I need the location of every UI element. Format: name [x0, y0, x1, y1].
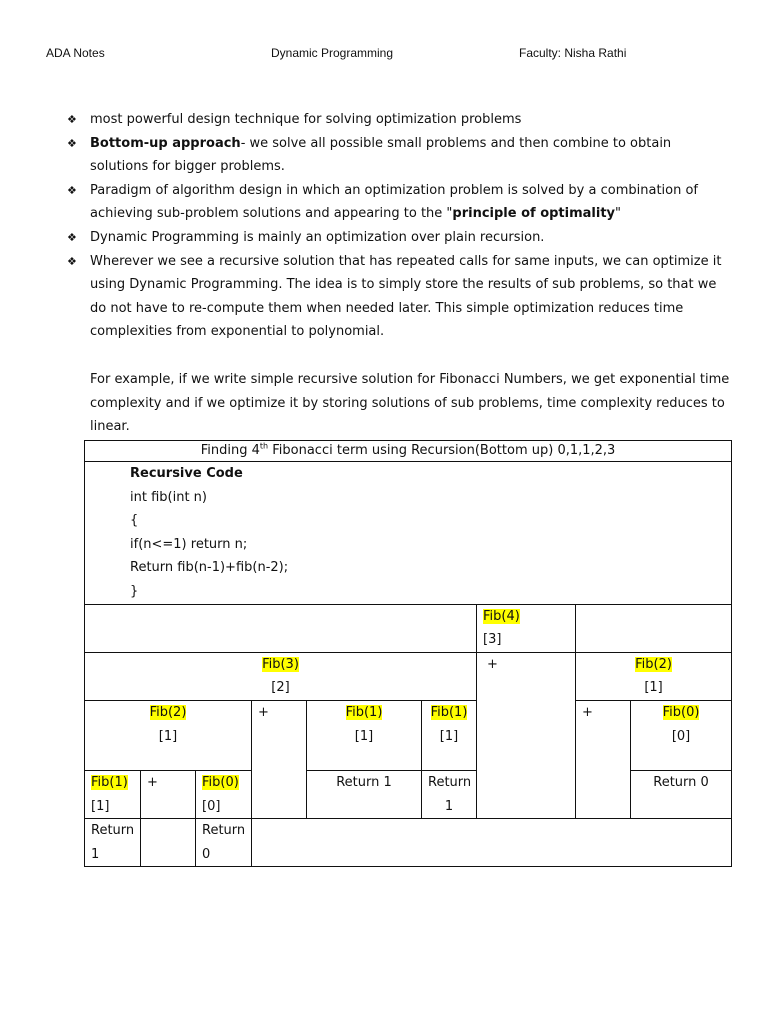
node-fib3 [85, 652, 477, 700]
plus-operator: + [252, 700, 307, 818]
example-paragraph: For example, if we write simple recursive solution for Fibonacci Numbers, we get exponential time complexity and if we optimize it by storing solutions of sub problems, time complexity reduces to linear. [90, 372, 730, 435]
empty-cell [252, 819, 732, 867]
tree-level-4 [85, 770, 732, 818]
return-value: 0 [202, 846, 211, 862]
code-line: { [130, 513, 139, 529]
bullet-text: - we solve all possible small problems and then combine to obtain solutions for bigger problems. [90, 135, 672, 175]
node-value: [1] [439, 728, 459, 744]
table-title-sup: th [259, 441, 269, 451]
bullet-item [66, 179, 726, 226]
code-row [85, 462, 732, 605]
node-label: Fib(3) [262, 656, 299, 672]
node-fib1-mid [307, 700, 422, 770]
header-faculty: Faculty: Nisha Rathi [519, 46, 627, 60]
node-fib4 [477, 604, 576, 652]
node-value: [1] [91, 798, 110, 814]
code-line: } [130, 583, 139, 599]
node-value: [0] [202, 798, 221, 814]
node-value: [1] [644, 680, 663, 696]
node-value: [0] [671, 728, 691, 744]
return-fib1-leaf [85, 819, 141, 867]
code-heading: Recursive Code [130, 466, 243, 481]
empty-cell [141, 819, 196, 867]
node-label: Fib(0) [662, 704, 700, 720]
table-title-row [85, 441, 732, 462]
return-fib1-right: Return 1 [422, 770, 477, 818]
node-label: Fib(1) [91, 774, 128, 790]
tree-level-3 [85, 700, 732, 770]
diamond-bullet-icon: ❖ [67, 183, 77, 197]
plus-operator: + [576, 700, 631, 818]
code-line: int fib(int n) [130, 489, 207, 505]
node-fib0-right [631, 700, 732, 770]
node-fib0-leaf [196, 770, 252, 818]
bullet-text-end: " [615, 206, 622, 222]
node-label: Fib(1) [430, 704, 468, 720]
bullet-text: Paradigm of algorithm design in which an optimization problem is solved by a combination of achieving sub-problem solutions and appearing to the " [90, 182, 699, 222]
node-value: [3] [483, 632, 502, 648]
node-fib1-right [422, 700, 477, 770]
tree-level-2 [85, 652, 732, 700]
table-title-end: Fibonacci term using Recursion(Bottom up) 0,1,1,2,3 [268, 443, 616, 458]
node-label: Fib(0) [202, 774, 239, 790]
table-title-start: Finding 4 [200, 443, 260, 458]
node-value: [2] [271, 680, 290, 696]
node-fib2-right [576, 652, 732, 700]
code-line: if(n<=1) return n; [130, 536, 248, 552]
node-label: Fib(4) [483, 608, 520, 624]
fibonacci-recursion-table [84, 440, 732, 867]
bullet-bold-text: Bottom-up approach [90, 135, 241, 151]
node-label: Fib(2) [149, 704, 187, 720]
bullet-text: most powerful design technique for solving optimization problems [90, 112, 522, 127]
node-fib2-left [85, 700, 252, 770]
return-text: Return [202, 823, 246, 839]
diamond-bullet-icon: ❖ [67, 136, 77, 150]
bullet-item [66, 226, 726, 250]
node-value: [1] [354, 728, 374, 744]
plus-operator: + [477, 652, 576, 818]
tree-level-1 [85, 604, 732, 652]
empty-cell [576, 604, 732, 652]
recursive-code-cell [85, 462, 732, 605]
return-text: Return [91, 823, 135, 839]
diamond-bullet-icon: ❖ [67, 230, 77, 244]
header-title: Dynamic Programming [271, 46, 394, 60]
node-label: Fib(2) [635, 656, 672, 672]
bullet-item [66, 108, 726, 132]
diamond-bullet-icon: ❖ [67, 254, 77, 268]
code-line: Return fib(n-1)+fib(n-2); [130, 560, 289, 576]
return-value: 1 [91, 846, 100, 862]
plus-operator: + [141, 770, 196, 818]
node-label: Fib(1) [345, 704, 383, 720]
table-title [85, 441, 732, 462]
node-fib1-leaf [85, 770, 141, 818]
return-fib0-leaf [196, 819, 252, 867]
bullet-text: Dynamic Programming is mainly an optimization over plain recursion. [90, 229, 545, 245]
header-left: ADA Notes [46, 46, 105, 60]
bullet-list [66, 108, 726, 344]
diamond-bullet-icon: ❖ [67, 113, 77, 126]
bullet-text: Wherever we see a recursive solution that has repeated calls for same inputs, we can optimize it using Dynamic Programming. The idea is to simply store the results of sub problems, so that we do not have to re-compute them when needed later. This simple optimization reduces time complexities from exponential to polynomial. [90, 253, 722, 340]
tree-level-5 [85, 819, 732, 867]
empty-cell [85, 604, 477, 652]
node-value: [1] [158, 728, 178, 744]
bullet-item [66, 250, 726, 344]
return-fib1-mid: Return 1 [307, 770, 422, 818]
bullet-item [66, 132, 726, 179]
bullet-bold-text: principle of optimality [452, 206, 616, 222]
return-fib0-right: Return 0 [631, 770, 732, 818]
